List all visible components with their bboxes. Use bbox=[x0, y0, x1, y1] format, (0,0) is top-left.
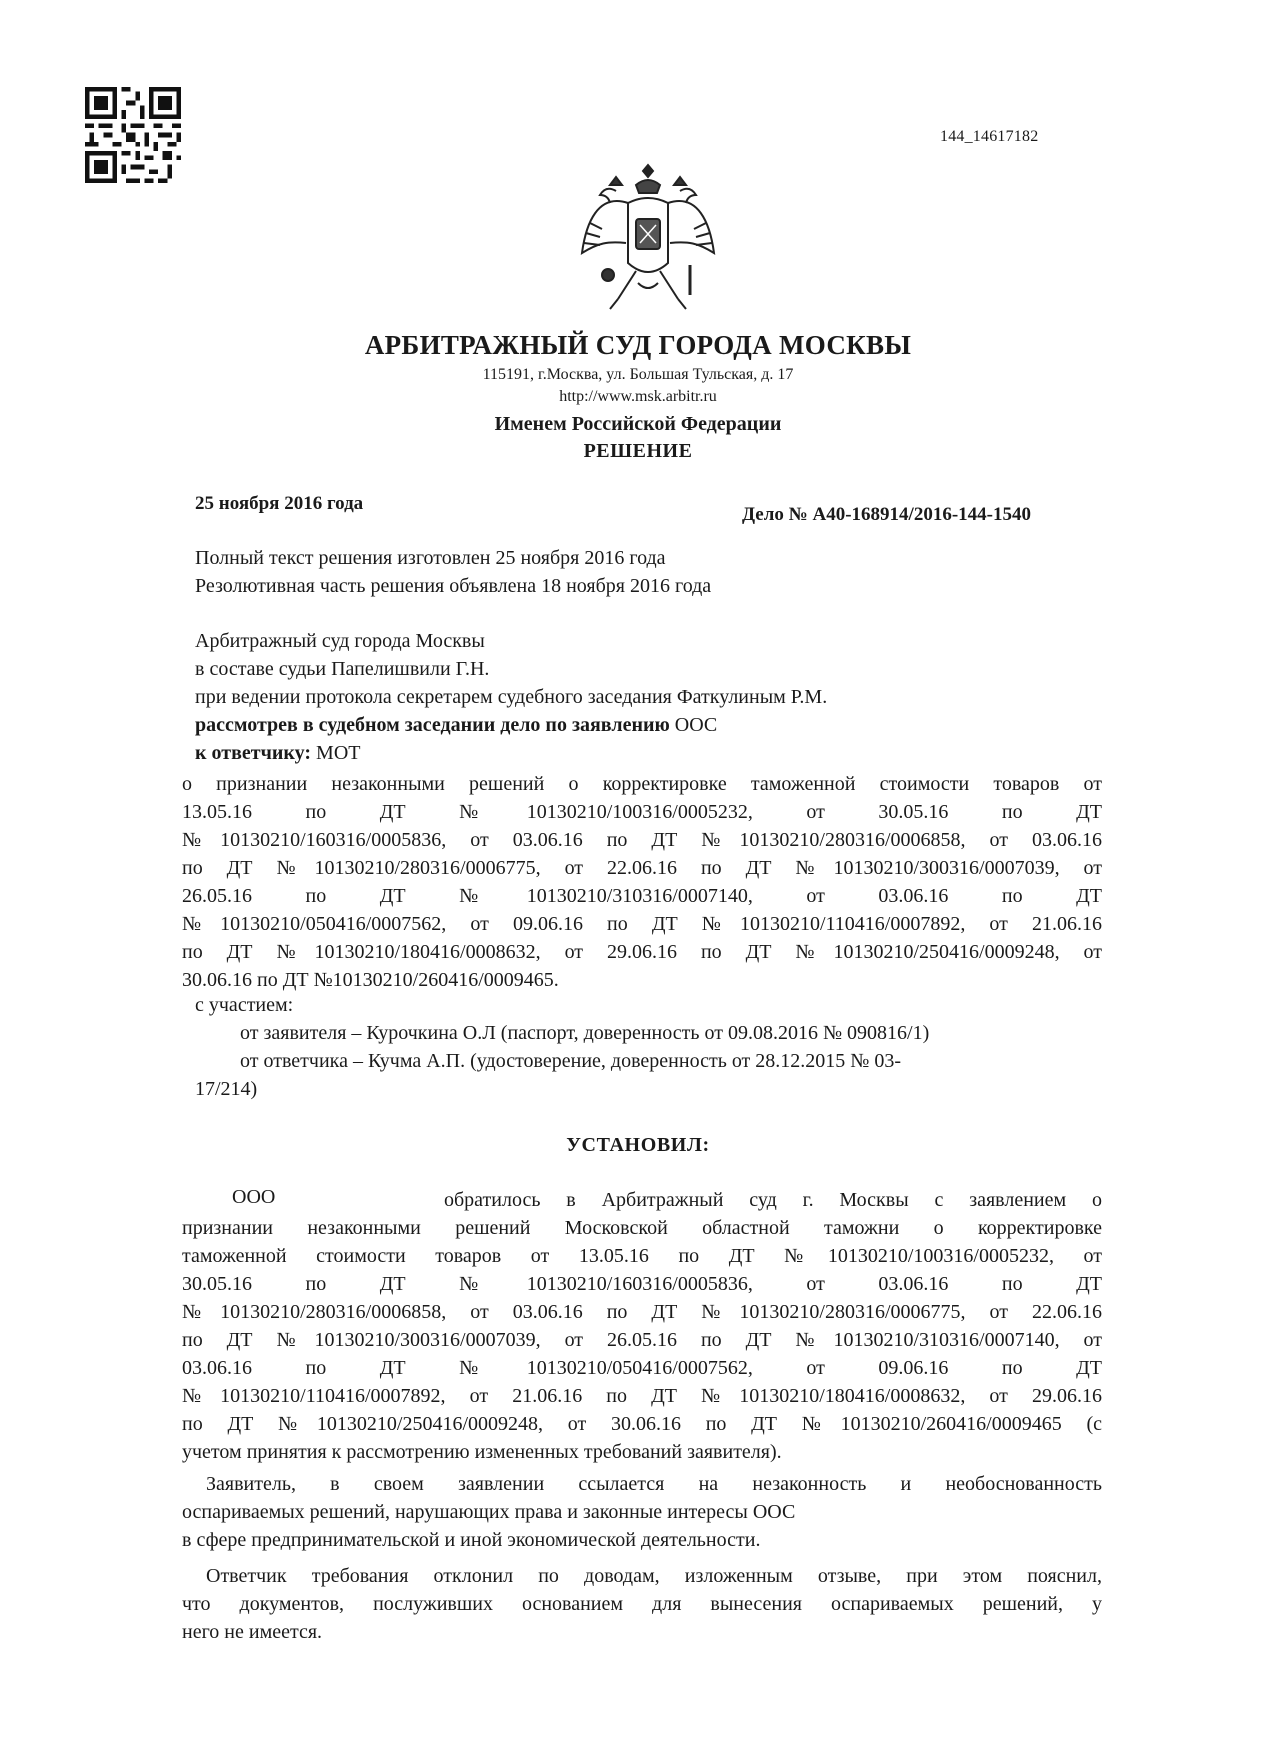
respondent-name: МОТ bbox=[311, 742, 361, 764]
decision-heading: РЕШЕНИЕ bbox=[583, 440, 693, 462]
p1-line: по ДТ №10130210/250416/0009248, от 30.06.16 по ДТ №10130210/260416/0009465 (с bbox=[182, 1413, 1102, 1435]
document-id: 144_14617182 bbox=[940, 128, 1039, 145]
subject-paragraph bbox=[182, 770, 1102, 994]
subject-line: 30.06.16 по ДТ №10130210/260416/0009465. bbox=[182, 969, 559, 991]
considered-line bbox=[195, 714, 717, 737]
subject-line: 13.05.16 по ДТ №10130210/100316/0005232, от 30.05.16 по ДТ bbox=[182, 801, 1102, 823]
p3-line: Ответчик требования отклонил по доводам, изложенным отзыве, при этом пояснил, bbox=[206, 1565, 1102, 1587]
court-composition: Арбитражный суд города Москвы bbox=[195, 630, 485, 652]
full-text-date-line: Полный текст решения изготовлен 25 ноября 2016 года bbox=[195, 547, 666, 569]
subject-line: №10130210/160316/0005836, от 03.06.16 по ДТ №10130210/280316/0006858, от 03.06.16 bbox=[182, 829, 1102, 851]
p1-line: по ДТ №10130210/300316/0007039, от 26.05.16 по ДТ №10130210/310316/0007140, от bbox=[182, 1329, 1102, 1351]
coat-of-arms-icon bbox=[578, 163, 718, 315]
applicant-representative: от заявителя – Курочкина О.Л (паспорт, доверенность от 09.08.2016 № 090816/1) bbox=[240, 1022, 930, 1044]
case-number: Дело № А40-168914/2016-144-1540 bbox=[742, 504, 1031, 525]
court-address: 115191, г.Москва, ул. Большая Тульская, д. 17 bbox=[482, 366, 794, 383]
applicant-name: ООС bbox=[669, 714, 718, 736]
qr-code bbox=[85, 87, 181, 183]
applicant-org-prefix: ООО bbox=[232, 1186, 276, 1208]
subject-line: по ДТ №10130210/180416/0008632, от 29.06.16 по ДТ №10130210/250416/0009248, от bbox=[182, 941, 1102, 963]
paragraph-applicant-claims bbox=[182, 1470, 1102, 1554]
p3-line: что документов, послуживших основанием для вынесения оспариваемых решений, у bbox=[182, 1593, 1102, 1615]
p1-line: 30.05.16 по ДТ №10130210/160316/0005836, от 03.06.16 по ДТ bbox=[182, 1273, 1102, 1295]
p1-line: обратилось в Арбитражный суд г. Москвы с заявлением о bbox=[444, 1189, 1102, 1211]
p1-first-line bbox=[444, 1186, 1102, 1214]
subject-line: №10130210/050416/0007562, от 09.06.16 по ДТ №10130210/110416/0007892, от 21.06.16 bbox=[182, 913, 1102, 935]
p2-line: в сфере предпринимательской и иной экономической деятельности. bbox=[182, 1529, 761, 1551]
court-website: http://www.msk.arbitr.ru bbox=[559, 388, 717, 405]
p1-line: признании незаконными решений Московской областной таможни о корректировке bbox=[182, 1217, 1102, 1239]
judge-line: в составе судьи Папелишвили Г.Н. bbox=[195, 658, 490, 680]
established-heading: УСТАНОВИЛ: bbox=[566, 1134, 710, 1156]
p1-line: №10130210/280316/0006858, от 03.06.16 по ДТ №10130210/280316/0006775, от 22.06.16 bbox=[182, 1301, 1102, 1323]
in-the-name-heading: Именем Российской Федерации bbox=[494, 413, 782, 435]
p1-line: учетом принятия к рассмотрению измененных требований заявителя). bbox=[182, 1441, 782, 1463]
subject-line: о признании незаконными решений о корректировке таможенной стоимости товаров от bbox=[182, 773, 1102, 795]
p2-line: Заявитель, в своем заявлении ссылается на незаконность и необоснованность bbox=[206, 1473, 1102, 1495]
respondent-line bbox=[195, 742, 360, 765]
p1-line: №10130210/110416/0007892, от 21.06.16 по ДТ №10130210/180416/0008632, от 29.06.16 bbox=[182, 1385, 1102, 1407]
participation-label: с участием: bbox=[195, 994, 294, 1016]
respondent-label: к ответчику: bbox=[195, 742, 312, 764]
p1-line: таможенной стоимости товаров от 13.05.16 по ДТ №10130210/100316/0005232, от bbox=[182, 1245, 1102, 1267]
respondent-representative: от ответчика – Кучма А.П. (удостоверение, доверенность от 28.12.2015 № 03- bbox=[240, 1050, 902, 1072]
operative-part-line: Резолютивная часть решения объявлена 18 ноября 2016 года bbox=[195, 575, 712, 597]
considered-label: рассмотрев в судебном заседании дело по заявлению bbox=[195, 714, 670, 736]
decision-date: 25 ноября 2016 года bbox=[195, 493, 364, 514]
court-title: АРБИТРАЖНЫЙ СУД ГОРОДА МОСКВЫ bbox=[364, 330, 912, 360]
p3-line: него не имеется. bbox=[182, 1621, 323, 1643]
secretary-line: при ведении протокола секретарем судебного заседания Фаткулиным Р.М. bbox=[195, 686, 828, 708]
subject-line: по ДТ №10130210/280316/0006775, от 22.06.16 по ДТ №10130210/300316/0007039, от bbox=[182, 857, 1102, 879]
paragraph-application bbox=[182, 1214, 1102, 1466]
respondent-representative-cont: 17/214) bbox=[195, 1078, 258, 1100]
p1-line: 03.06.16 по ДТ №10130210/050416/0007562, от 09.06.16 по ДТ bbox=[182, 1357, 1102, 1379]
subject-line: 26.05.16 по ДТ №10130210/310316/0007140, от 03.06.16 по ДТ bbox=[182, 885, 1102, 907]
p2-line: оспариваемых решений, нарушающих права и законные интересы ООС bbox=[182, 1501, 796, 1523]
paragraph-respondent bbox=[182, 1562, 1102, 1646]
